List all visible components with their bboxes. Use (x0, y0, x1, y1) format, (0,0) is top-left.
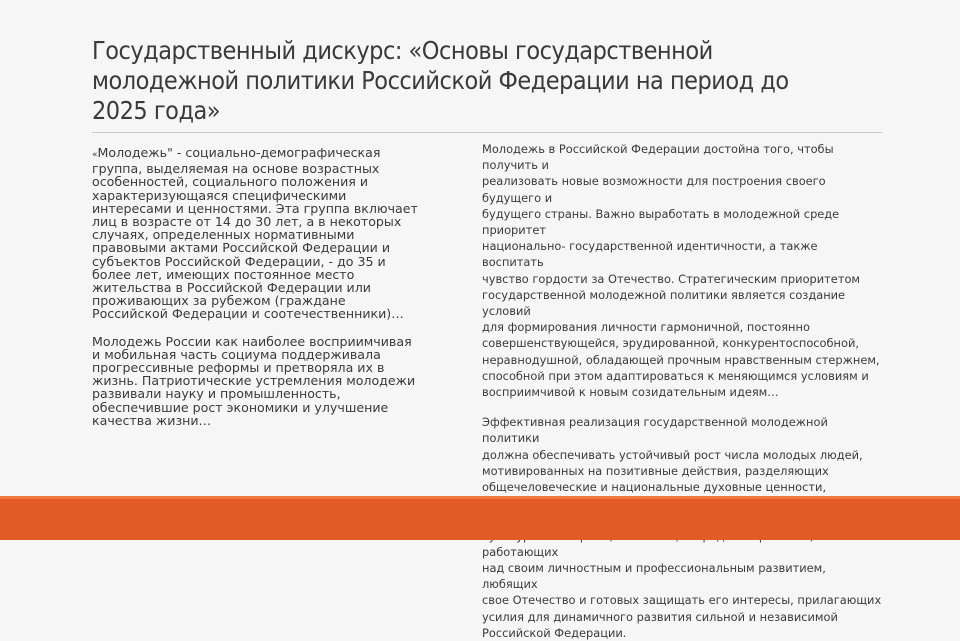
title-divider (92, 132, 882, 133)
footer-band (0, 499, 960, 540)
left-column (92, 146, 470, 427)
right-paragraph-2: Эффективная реализация государственной молодежной политики должна обеспечивать устойчивый рост числа молодых людей, мотивированных на позитивные действия, разделяющих общечеловеческие и национальные духовные ценности, работающих над своим личностным и профессиональным развитием, любящих свое Отечество и готовых защищать его интересы, прилагающих усилия для динамичного развития сильной и независимой Российской Федерации. (482, 415, 882, 640)
left-paragraph-2: Молодежь России как наиболее восприимчивая и мобильная часть социума поддерживала прогрессивные реформы и претворяла их в жизнь. Патриотические устремления молодежи развивали науку и промышленность, обеспечившие рост экономики и улучшение качества жизни… (92, 333, 416, 428)
slide-title: Государственный дискурс: «Основы государственной молодежной политики Российской Федерации на период до 2025 года» (92, 36, 789, 125)
right-paragraph-1: Молодежь в Российской Федерации достойна того, чтобы получить и реализовать новые возможности для построения своего будущего и будущего страны. Важно выработать в молодежной среде приоритет национально- государственной идентичности, а также воспитать чувство гордости за Отечество. Стратегическим приоритетом государственной молодежной политики является создание условий для формирования личности гармоничной, постоянно совершенствующейся, эрудированной, конкурентоспособной, неравнодушной, обладающей прочным нравственным стержнем, способной при этом адаптироваться к меняющимся условиям и восприимчивой к новым созидательным идеям… (482, 142, 880, 400)
left-paragraph-1-quote: « (92, 150, 98, 160)
left-paragraph-1 (92, 146, 470, 321)
left-paragraph-1-text: Молодежь" - социально-демографическая группа, выделяемая на основе возрастных особенностей, социального положения и характеризующаяся специфическими интересами и ценностями. Эта группа включает лиц в возрасте от 14 до 30 лет, а в некоторых случаях, определенных нормативными правовыми актами Российской Федерации и субъектов Российской Федерации, - до 35 и более лет, имеющих постоянное место жительства в Российской Федерации или проживающих за рубежом (граждане Российской Федерации и соотечественники)… (92, 145, 418, 322)
right-column (482, 141, 882, 641)
